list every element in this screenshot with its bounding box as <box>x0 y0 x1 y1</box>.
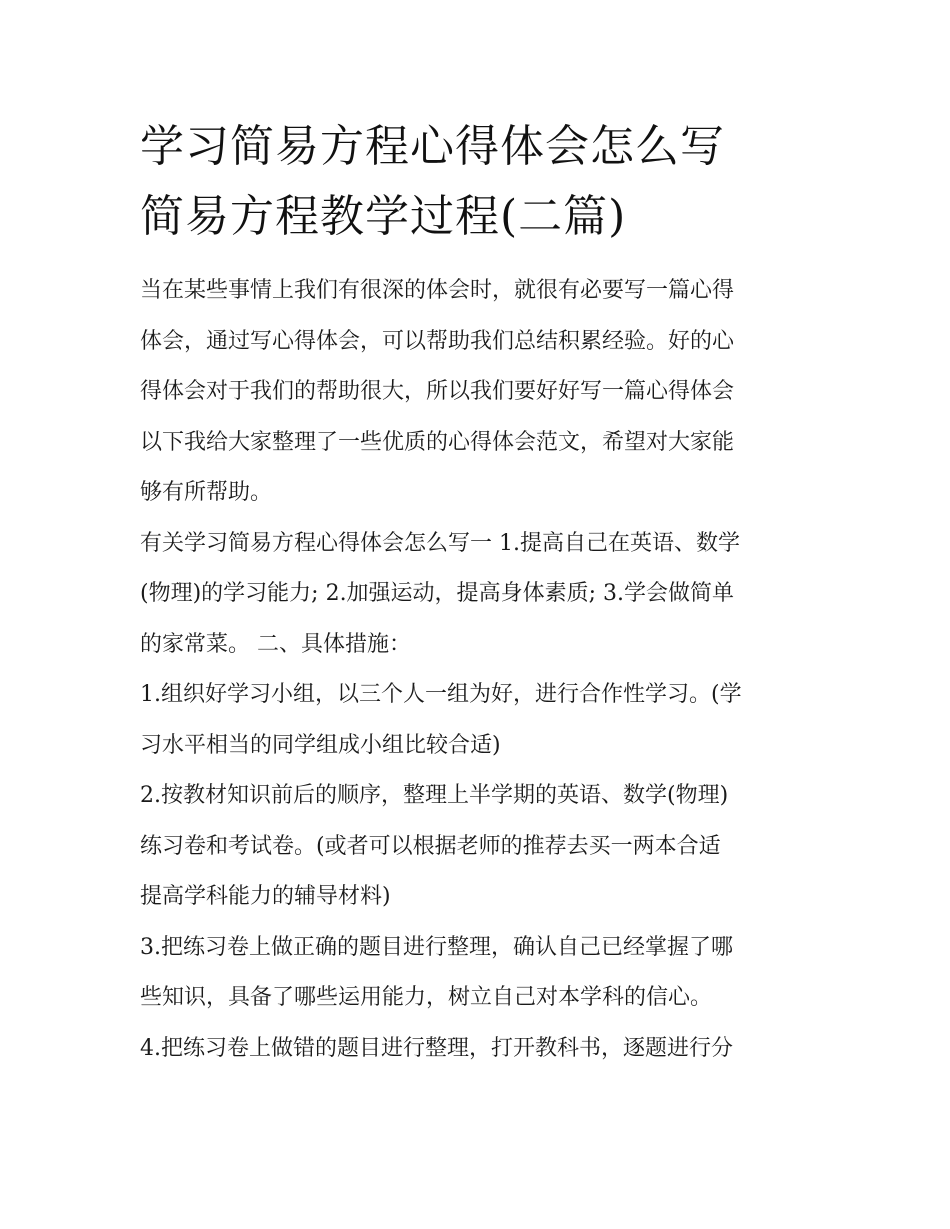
text-line: 当在某些事情上我们有很深的体会时，就很有必要写一篇心得 <box>140 278 735 303</box>
goals-paragraph <box>140 519 820 671</box>
text-line: 练习卷和考试卷。(或者可以根据老师的推荐去买一两本合适 <box>140 833 721 859</box>
text-line: 体会，通过写心得体会，可以帮助我们总结积累经验。好的心 <box>140 328 735 354</box>
text-line: (物理)的学习能力; 2.加强运动，提高身体素质; 3.学会做简单 <box>140 581 734 606</box>
text-line: 1.组织好学习小组，以三个人一组为好，进行合作性学习。(学 <box>140 682 742 707</box>
measure-item-1 <box>140 670 820 771</box>
text-line: 4.把练习卷上做错的题目进行整理，打开教科书，逐题进行分 <box>140 1035 733 1061</box>
document-body <box>140 266 820 1074</box>
document-content <box>140 112 820 1074</box>
text-line: 得体会对于我们的帮助很大，所以我们要好好写一篇心得体会 <box>140 379 735 404</box>
text-line: 以下我给大家整理了一些优质的心得体会范文，希望对大家能 <box>140 429 735 455</box>
text-line: 够有所帮助。 <box>140 480 273 505</box>
document-title <box>140 112 820 252</box>
intro-paragraph <box>140 266 820 519</box>
title-line: 学习简易方程心得体会怎么写 <box>140 121 725 172</box>
text-line: 2.按教材知识前后的顺序，整理上半学期的英语、数学(物理) <box>140 783 729 808</box>
text-line: 些知识，具备了哪些运用能力，树立自己对本学科的信心。 <box>140 985 713 1010</box>
text-line: 3.把练习卷上做正确的题目进行整理，确认自己已经掌握了哪 <box>140 934 733 960</box>
title-line: 简易方程教学过程(二篇) <box>140 191 627 242</box>
text-line: 有关学习简易方程心得体会怎么写一 1.提高自己在英语、数学 <box>140 530 740 556</box>
measure-item-4 <box>140 1024 820 1075</box>
text-line: 提高学科能力的辅导材料) <box>140 884 391 909</box>
text-line: 习水平相当的同学组成小组比较合适) <box>140 732 501 758</box>
measure-item-2 <box>140 771 820 923</box>
text-line: 的家常菜。 二、具体措施： <box>140 631 411 657</box>
measure-item-3 <box>140 923 820 1024</box>
